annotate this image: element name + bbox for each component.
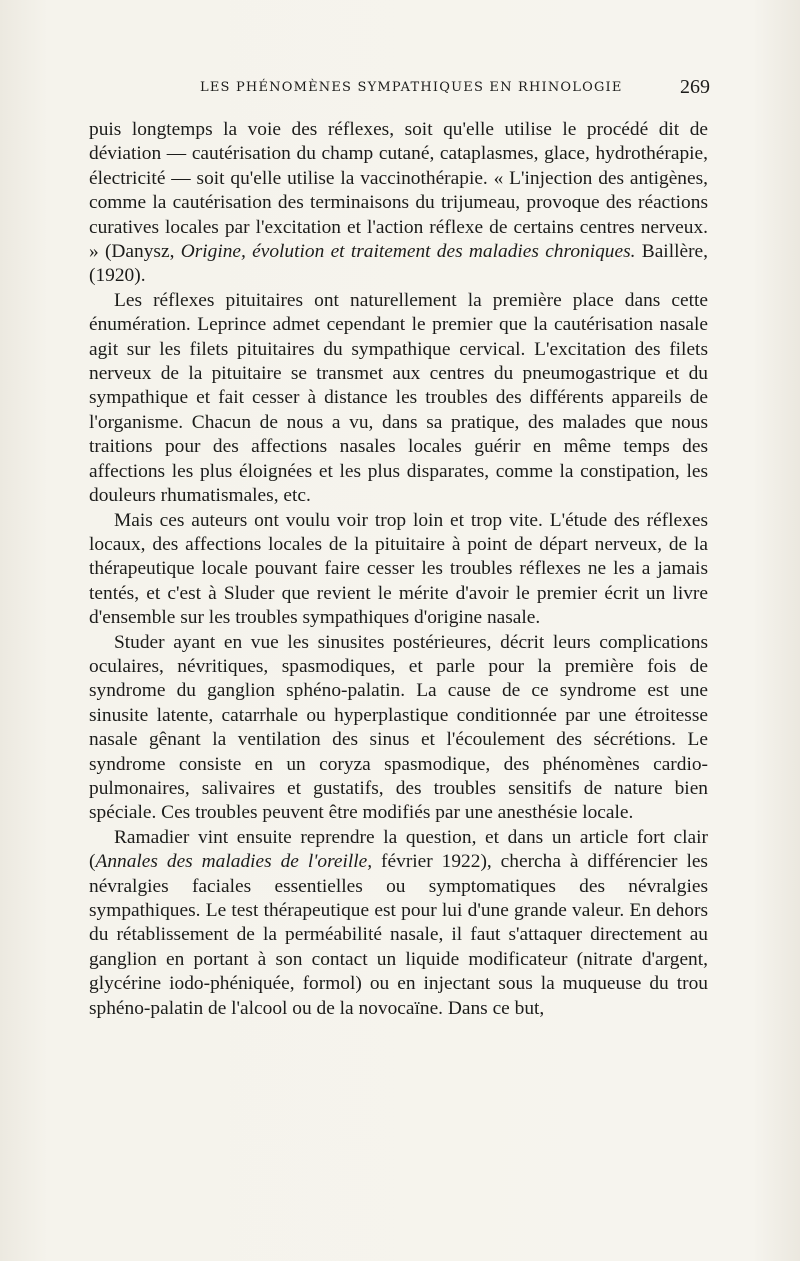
paragraph [89, 509, 708, 631]
text-run: Ramadier vint ensuite reprendre la question, et dans un article fort clair ( [89, 826, 708, 873]
running-title: LES PHÉNOMÈNES SYMPATHIQUES EN RHINOLOGIE [200, 80, 623, 95]
paragraph [89, 826, 708, 1021]
journal-title-citation: Annales des maladies de l'oreille, [95, 851, 373, 873]
text-run: février 1922), chercha à différencier les névralgies faciales essentielles ou symptomatiques des névralgies sympathiques. Le test thérapeutique est pour lui d'une grande valeur. En dehors du rétablissement de la perméabilité nasale, il faut s'attaquer directement au ganglion en portant à son contact un liquide modificateur (nitrate d'argent, glycérine iodo-phéniquée, formol) ou en injectant sous la muqueuse du trou sphéno-palatin de l'alcool ou de la novocaïne. Dans ce but, [89, 851, 708, 1019]
page-number: 269 [680, 76, 710, 98]
text-run: Studer ayant en vue les sinusites postérieures, décrit leurs complications oculaires, névritiques, spasmodiques, et parle pour la première fois de syndrome du ganglion sphéno-palatin. La cause de ce syndrome est une sinusite latente, catarrhale ou hyperplastique conditionnée par une étroitesse nasale gênant la ventilation des sinus et l'écoulement des sécrétions. Le syndrome consiste en un coryza spasmodique, des phénomènes cardio-pulmonaires, salivaires et gustatifs, des troubles sensitifs de nature bien spéciale. Ces troubles peuvent être modifiés par une anesthésie locale. [89, 631, 708, 824]
paragraph [89, 289, 708, 509]
text-run: Baillère, (1920). [89, 241, 708, 287]
body-text [89, 118, 708, 1021]
text-run: Mais ces auteurs ont voulu voir trop loin et trop vite. L'étude des réflexes locaux, des affections locales de la pituitaire à point de départ nerveux, de la thérapeutique locale pouvant faire cesser les troubles réflexes ne les a jamais tentés, et c'est à Sluder que revient le mérite d'avoir le premier écrit un livre d'ensemble sur les troubles sympathiques d'origine nasale. [89, 509, 708, 629]
paragraph [89, 631, 708, 826]
text-run: puis longtemps la voie des réflexes, soit qu'elle utilise le procédé dit de déviation — cautérisation du champ cutané, cataplasmes, glace, hydrothérapie, électricité — soit qu'elle utilise la vaccinothérapie. « L'injection des antigènes, comme la cautérisation des terminaisons du trijumeau, provoque des réactions curatives locales par l'excitation et l'action réflexe de certains centres nerveux. » (Danysz, [89, 119, 708, 263]
page-header [90, 76, 710, 102]
text-run: Les réflexes pituitaires ont naturellement la première place dans cette énumération. Leprince admet cependant le premier que la cautérisation nasale agit sur les filets pituitaires du sympathique cervical. L'excitation des filets nerveux de la pituitaire se transmet aux centres du pneumogastrique et du sympathique et fait cesser à distance les troubles des différents appareils de l'organisme. Chacun de nous a vu, dans sa pratique, des malades que nous traitions pour des affections nasales locales guérir en même temps des affections les plus éloignées et les plus disparates, comme la constipation, les douleurs rhumatismales, etc. [89, 289, 708, 507]
book-title-citation: Origine, évolution et traitement des maladies chroniques. [180, 241, 636, 263]
paragraph [89, 118, 708, 289]
